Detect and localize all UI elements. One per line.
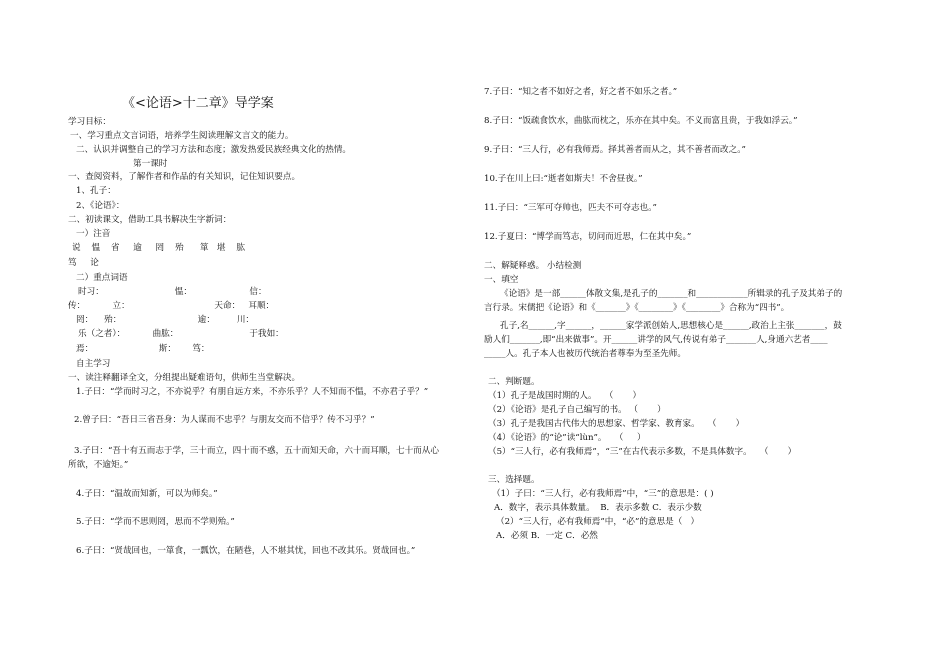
right-text-line: 孔子,名______,字______，______家学派创始人,思想核心是______,政治上主张_______，鼓: [500, 321, 842, 331]
left-text-line: 5.子曰：“学而不思则罔，思而不学则殆。”: [76, 517, 235, 527]
right-text-line: 10.子在川上曰:“逝者如斯夫！不舍昼夜。”: [484, 174, 643, 184]
left-text-line: 说 愠 省 逾 罔 殆 箪 堪 肱: [72, 243, 245, 253]
left-text-line: 罔： 殆： 逾： 川：: [76, 315, 255, 325]
right-text-line: A．必须 B．一定 C．必然: [496, 531, 598, 541]
left-text-line: 第一课时: [133, 159, 168, 169]
left-text-line: 3.子曰：“吾十有五而志于学，三十而立，四十而不惑，五十而知天命，六十而耳顺，七十而从心: [74, 446, 439, 456]
page-title: 《<论语>十二章》导学案: [122, 96, 274, 111]
left-text-line: 6.子曰：“贤哉回也，一箪食，一瓢饮，在陋巷，人不堪其忧，回也不改其乐。贤哉回也。”: [76, 546, 416, 556]
left-text-line: 2、《论语》：: [76, 201, 125, 211]
right-text-line: 励人们_______,即“出来做事”。开______讲学的风气,传说有弟子_______人,身通六艺者____: [484, 335, 828, 345]
right-text-line: （2）“三人行，必有我师焉”中，“必”的意思是（ ）: [496, 517, 700, 527]
left-text-line: 所欲，不逾矩。”: [68, 460, 129, 470]
left-text-line: 焉： 斯： 笃：: [76, 344, 210, 354]
left-text-line: 2.曾子曰：“吾日三省吾身：为人谋而不忠乎？与朋友交而不信乎？传不习乎？”: [74, 415, 375, 425]
right-text-line: A．数字，表示具体数量。 B．表示多数 C．表示少数: [494, 503, 702, 513]
left-text-line: 一、读注释翻译全文，分组提出疑难语句，供师生当堂解决。: [68, 373, 301, 383]
right-text-line: 二、解疑释惑。 小结检测: [484, 261, 582, 271]
right-text-line: 三、选择题。: [488, 475, 540, 485]
left-text-line: 传： 立： 天命： 耳顺：: [68, 301, 275, 311]
right-text-line: （5）“三人行，必有我师焉”，“三”在古代表示多数，不是具体数字。 （ ）: [488, 447, 797, 457]
right-text-line: （1）子曰：“三人行，必有我师焉”中，“三”的意思是：( ): [492, 489, 714, 499]
right-text-line: 12.子夏曰：“博学而笃志，切问而近思，仁在其中矣。”: [484, 232, 692, 242]
left-text-line: 时习： 愠： 信：: [78, 287, 267, 297]
right-text-line: （1）孔子是战国时期的人。 （ ）: [488, 391, 642, 401]
right-text-line: 11.子曰：“三军可夺帅也，匹夫不可夺志也。”: [484, 203, 657, 213]
left-text-line: 乐（之者）： 曲肱： 于我如：: [78, 329, 284, 339]
right-text-line: （3）孔子是我国古代伟大的思想家、哲学家、教育家。 （ ）: [488, 419, 745, 429]
right-text-line: （2）《论语》是孔子自己编写的书。 （ ）: [488, 405, 666, 415]
right-text-line: 言行录。宋儒把《论语》和《_______》《________》《________》合称为“四书”。: [484, 303, 790, 313]
left-text-line: 自主学习: [76, 359, 111, 369]
left-text-line: 4.子曰：“温故而知新，可以为师矣。”: [76, 489, 218, 499]
right-text-line: 二、判断题。: [488, 377, 540, 387]
left-text-line: 二、初读课文，借助工具书解决生字新词：: [68, 215, 232, 225]
left-text-line: 二、认识并调整自己的学习方法和态度；激发热爱民族经典文化的热情。: [76, 145, 352, 155]
left-text-line: 一）注音: [76, 229, 111, 239]
right-text-line: 《论语》是一部______体散文集,是孔子的_______和____________所辑录的孔子及其弟子的: [500, 289, 843, 299]
right-text-line: 7.子曰：“知之者不如好之者，好之者不如乐之者。”: [484, 87, 678, 97]
right-text-line: 9.子曰：“三人行，必有我师焉。择其善者而从之，其不善者而改之。”: [484, 145, 746, 155]
right-text-line: 一、填空: [484, 275, 519, 285]
right-text-line: （4）《论语》的“论”读“lùn”。 （ ）: [488, 433, 646, 443]
left-text-line: 笃 论: [68, 258, 99, 268]
left-text-line: 一、学习重点文言词语，培养学生阅读理解文言文的能力。: [70, 131, 294, 141]
left-text-line: 1、孔子：: [76, 186, 116, 196]
left-text-line: 1.子曰：“学而时习之，不亦说乎？有朋自远方来，不亦乐乎？人不知而不愠，不亦君子乎？”: [76, 387, 429, 397]
left-text-line: 一、查阅资料，了解作者和作品的有关知识，记住知识要点。: [68, 172, 301, 182]
left-text-line: 学习目标：: [68, 117, 111, 127]
right-text-line: 8.子曰：“饭疏食饮水，曲肱而枕之，乐亦在其中矣。不义而富且贵，于我如浮云。”: [484, 116, 798, 126]
left-text-line: 二）重点词语: [76, 273, 128, 283]
right-text-line: _____人。孔子本人也被历代统治者尊奉为至圣先师。: [484, 349, 686, 359]
